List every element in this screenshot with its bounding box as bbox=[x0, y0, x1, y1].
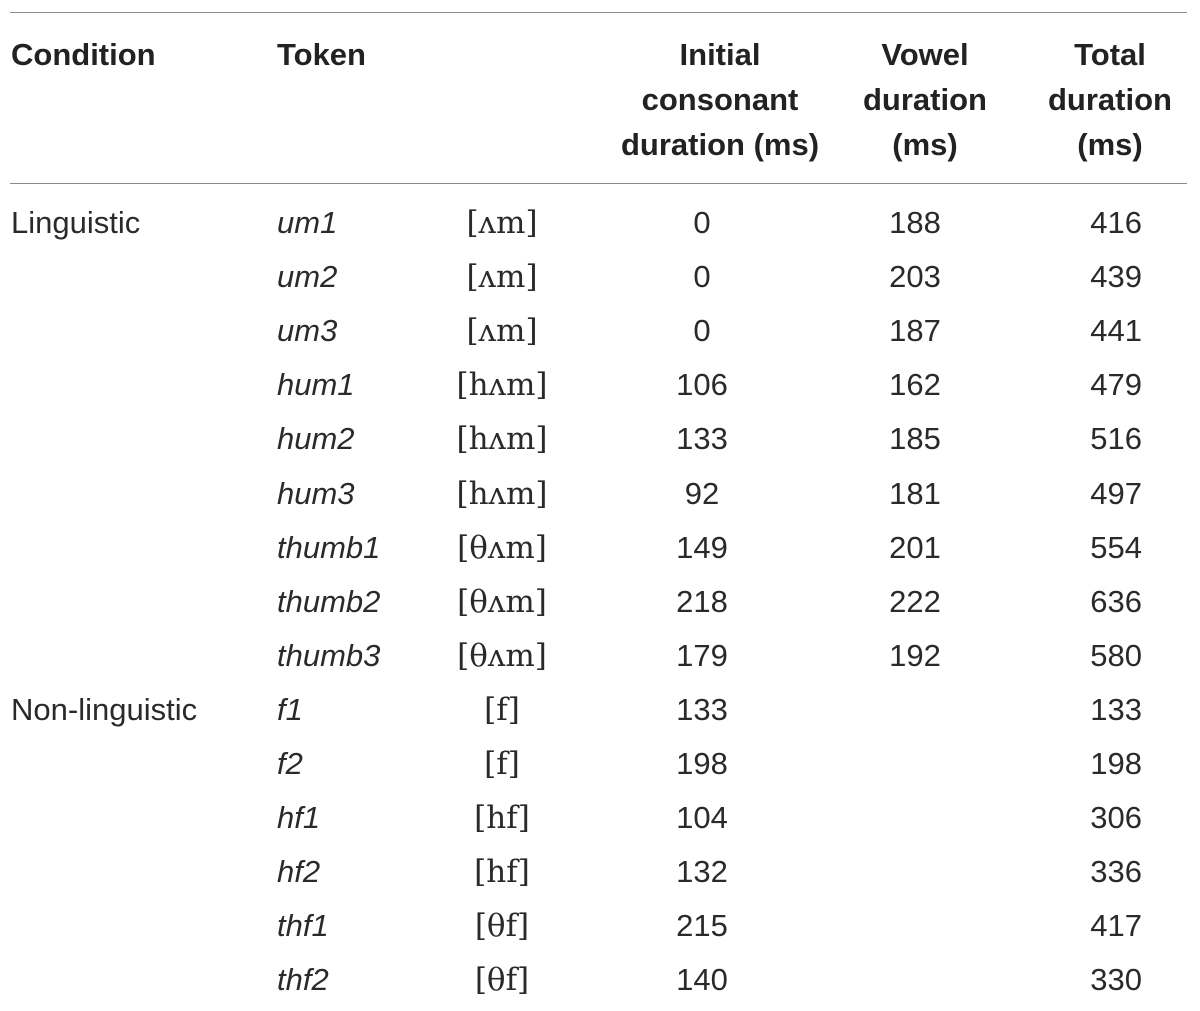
header-total-line1: Total bbox=[1074, 37, 1146, 72]
row-token: um1 bbox=[277, 205, 338, 240]
header-divider-rule bbox=[10, 183, 1187, 184]
table-row bbox=[0, 899, 1200, 953]
header-condition-text: Condition bbox=[11, 37, 156, 72]
row-vowel-duration: 192 bbox=[889, 637, 941, 673]
header-initial-line2: consonant bbox=[641, 82, 799, 117]
row-ipa-transcription: [θʌm] bbox=[457, 637, 547, 674]
header-initial-consonant-duration bbox=[602, 32, 838, 167]
table-top-rule bbox=[10, 12, 1187, 13]
header-vowel-line3: (ms) bbox=[892, 127, 958, 162]
row-initial-consonant-duration: 0 bbox=[693, 313, 711, 349]
table-row bbox=[0, 629, 1200, 683]
row-token: f1 bbox=[277, 691, 303, 727]
table-row bbox=[0, 412, 1200, 466]
row-ipa-transcription: [hf] bbox=[474, 854, 530, 891]
row-total-duration: 441 bbox=[1090, 313, 1142, 349]
row-initial-consonant-duration: 179 bbox=[676, 637, 728, 673]
row-ipa-transcription: [hʌm] bbox=[456, 475, 548, 512]
row-token: hf1 bbox=[277, 800, 321, 836]
row-vowel-duration: 188 bbox=[889, 205, 941, 240]
row-total-duration: 336 bbox=[1090, 854, 1142, 890]
table-row bbox=[0, 845, 1200, 899]
row-total-duration: 516 bbox=[1090, 421, 1142, 457]
row-ipa-transcription: [θf] bbox=[474, 962, 530, 999]
row-vowel-duration: 162 bbox=[889, 367, 941, 403]
row-ipa-transcription: [ʌm] bbox=[466, 313, 538, 350]
header-vowel-line2: duration bbox=[863, 82, 987, 117]
row-total-duration: 330 bbox=[1090, 962, 1142, 998]
row-initial-consonant-duration: 132 bbox=[676, 854, 728, 890]
row-ipa-transcription: [ʌm] bbox=[466, 259, 538, 296]
row-token: thumb1 bbox=[277, 529, 381, 565]
row-total-duration: 439 bbox=[1090, 259, 1142, 295]
table-row bbox=[0, 467, 1200, 521]
row-total-duration: 636 bbox=[1090, 583, 1142, 619]
table-row bbox=[0, 304, 1200, 358]
row-token: hum1 bbox=[277, 367, 355, 403]
row-total-duration: 479 bbox=[1090, 367, 1142, 403]
row-token: hum3 bbox=[277, 475, 355, 511]
header-vowel-duration bbox=[850, 32, 1000, 167]
row-initial-consonant-duration: 198 bbox=[676, 746, 728, 781]
row-total-duration: 306 bbox=[1090, 800, 1142, 836]
header-condition bbox=[11, 32, 156, 77]
header-token bbox=[277, 32, 366, 77]
row-token: thf2 bbox=[277, 962, 329, 998]
row-initial-consonant-duration: 106 bbox=[676, 367, 728, 403]
row-total-duration: 580 bbox=[1090, 637, 1142, 673]
table-row bbox=[0, 358, 1200, 412]
row-initial-consonant-duration: 149 bbox=[676, 529, 728, 565]
row-initial-consonant-duration: 104 bbox=[676, 800, 728, 836]
row-token: thumb2 bbox=[277, 583, 381, 619]
row-condition: Linguistic bbox=[11, 205, 141, 240]
row-vowel-duration: 201 bbox=[889, 529, 941, 565]
row-ipa-transcription: [θʌm] bbox=[457, 583, 547, 620]
row-initial-consonant-duration: 215 bbox=[676, 908, 728, 944]
row-initial-consonant-duration: 0 bbox=[693, 259, 711, 295]
table-row bbox=[0, 196, 1200, 250]
row-ipa-transcription: [ʌm] bbox=[466, 205, 538, 241]
row-vowel-duration: 181 bbox=[889, 475, 941, 511]
header-initial-line3: duration (ms) bbox=[620, 127, 820, 162]
row-total-duration: 417 bbox=[1090, 908, 1142, 944]
table-row bbox=[0, 250, 1200, 304]
row-initial-consonant-duration: 133 bbox=[676, 691, 728, 727]
table-row bbox=[0, 737, 1200, 791]
row-initial-consonant-duration: 133 bbox=[676, 421, 728, 457]
header-total-duration bbox=[1030, 32, 1190, 167]
row-initial-consonant-duration: 140 bbox=[676, 962, 728, 998]
header-initial-line1: Initial bbox=[679, 37, 761, 72]
row-total-duration: 554 bbox=[1090, 529, 1142, 565]
header-token-text: Token bbox=[277, 37, 366, 72]
row-token: hf2 bbox=[277, 854, 321, 890]
row-token: hum2 bbox=[277, 421, 355, 457]
row-vowel-duration: 185 bbox=[889, 421, 941, 457]
row-initial-consonant-duration: 0 bbox=[693, 205, 711, 240]
header-total-line3: (ms) bbox=[1077, 127, 1143, 162]
row-initial-consonant-duration: 92 bbox=[684, 475, 720, 511]
row-total-duration: 198 bbox=[1090, 746, 1142, 781]
row-total-duration: 133 bbox=[1090, 691, 1142, 727]
row-condition: Non-linguistic bbox=[11, 691, 198, 727]
row-vowel-duration: 222 bbox=[889, 583, 941, 619]
table-row bbox=[0, 683, 1200, 737]
row-ipa-transcription: [hf] bbox=[474, 800, 530, 837]
row-ipa-transcription: [f] bbox=[484, 746, 520, 782]
table-row bbox=[0, 791, 1200, 845]
table-row bbox=[0, 953, 1200, 1007]
row-ipa-transcription: [θʌm] bbox=[457, 529, 547, 566]
row-token: um2 bbox=[277, 259, 338, 295]
row-token: thumb3 bbox=[277, 637, 381, 673]
row-ipa-transcription: [θf] bbox=[474, 908, 530, 945]
row-token: f2 bbox=[277, 746, 303, 781]
row-vowel-duration: 203 bbox=[889, 259, 941, 295]
row-total-duration: 497 bbox=[1090, 475, 1142, 511]
row-ipa-transcription: [f] bbox=[484, 691, 520, 728]
table-row bbox=[0, 521, 1200, 575]
row-ipa-transcription: [hʌm] bbox=[456, 421, 548, 458]
header-total-line2: duration bbox=[1048, 82, 1172, 117]
row-token: thf1 bbox=[277, 908, 329, 944]
row-vowel-duration: 187 bbox=[889, 313, 941, 349]
row-token: um3 bbox=[277, 313, 338, 349]
table-row bbox=[0, 575, 1200, 629]
row-total-duration: 416 bbox=[1090, 205, 1142, 240]
row-ipa-transcription: [hʌm] bbox=[456, 367, 548, 404]
header-vowel-line1: Vowel bbox=[881, 37, 969, 72]
row-initial-consonant-duration: 218 bbox=[676, 583, 728, 619]
